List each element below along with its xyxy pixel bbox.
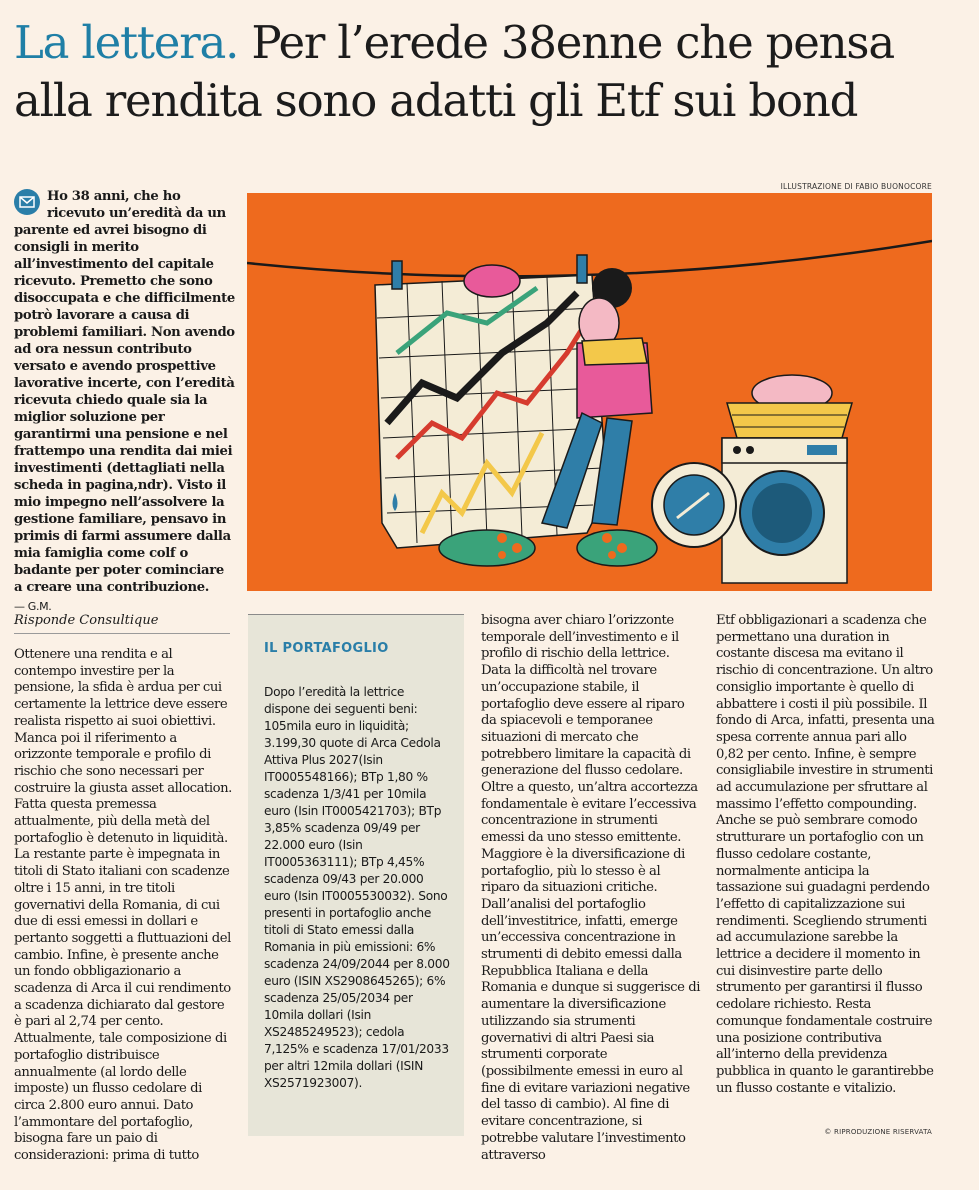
article-column-1: Ottenere una rendita e al contempo investire per la pensione, la sfida è ardua per cui certamente la lettrice deve essere realista rispetto ai suoi obiettivi. Manca poi il riferimento a orizzonte temporale e profilo di rischio che sono necessari per costruire la giusta asset allocation. Fatta questa premessa attualmente, più della metà del portafoglio è detenuto in liquidità. La restante parte è impegnata in titoli di Stato italiani con scadenze oltre i 15 anni, in tre titoli governativi della Romania, di cui due di essi emessi in dollari e pertanto soggetti a fluttuazioni del cambio. Infine, è presente anche un fondo obbligazionario a scadenza di Arca il cui rendimento a scadenza dichiarato dal gestore è pari al 2,74 per cento. Attualmente, tale composizione di portafoglio distribuisce annualmente (al lordo delle imposte) un flusso cedolare di circa 2.800 euro annui. Dato l’ammontare del portafoglio, bisogna fare un paio di considerazioni: prima di tutto [14,647,232,1164]
portfolio-title: IL PORTAFOGLIO [264,641,389,656]
article-column-4: Etf obbligazionari a scadenza che permettano una duration in costante discesa ma evitano il rischio di concentrazione. Un altro consiglio importante è quello di abbattere i costi il più possibile. Il fondo di Arca, infatti, presenta una spesa corrente annua pari allo 0,82 per cento. Infine, è sempre consigliabile investire in strumenti ad accumulazione per sfruttare al massimo l’effetto compounding. Anche se può sembrare comodo strutturare un portafoglio con un flusso cedolare costante, normalmente anticipa la tassazione sui guadagni perdendo l’effetto di capitalizzazione sui rendimenti. Scegliendo strumenti ad accumulazione sarebbe la lettrice a decidere il momento in cui disinvestire parte dello strumento per garantirsi il flusso cedolare richiesto. Resta comunque fondamentale costruire una posizione contributiva all’interno della previdenza pubblica in quanto le garantirebbe un flusso costante e vitalizio. [716,613,935,1096]
article-column-3: bisogna aver chiaro l’orizzonte temporale dell’investimento e il profilo di rischio della lettrice. Data la difficoltà nel trovare un’occupazione stabile, il portafoglio deve essere al riparo da spiacevoli e temporanee situazioni di mercato che potrebbero limitare la capacità di generazione del flusso cedolare. Oltre a questo, un’altra accortezza fondamentale è evitare l’eccessiva concentrazione in strumenti emessi da uno stesso emittente. Maggiore è la diversificazione di portafoglio, più lo stesso è al riparo da situazioni critiche. Dall’analisi del portafoglio dell’investitrice, infatti, emerge un’eccessiva concentrazione in strumenti di debito emessi dalla Repubblica Italiana e della Romania e dunque si suggerisce di aumentare la diversificazione utilizzando sia strumenti governativi di altri Paesi sia strumenti corporate (possibilmente emessi in euro al fine di evitare variazioni negative del tasso di cambio). Al fine di evitare concentrazione, si potrebbe valutare l’investimento attraverso [481,613,700,1163]
headline [14,14,964,130]
reader-letter [14,188,236,615]
headline-kicker: La lettera. [14,16,239,69]
headline-title: Per l’erede 38enne che pensa alla rendita sono adatti gli Etf sui bond [14,16,894,127]
laundry-chart-illustration [247,193,932,591]
portfolio-box [248,614,464,1136]
illustration-credit: ILLUSTRAZIONE DI FABIO BUONOCORE [780,182,932,191]
letter-text: Ho 38 anni, che ho ricevuto un’eredità da un parente ed avrei bisogno di consigli in merito all’investimento del capitale ricevuto. Premetto che sono disoccupata e che difficilmente potrò lavorare a causa di problemi familiari. Non avendo ad ora nessun contributo versato e avendo prospettive lavorative incerte, con l’eredità ricevuta chiedo quale sia la miglior soluzione per garantirmi una pensione e nel frattempo una rendita dai miei investimenti (dettagliati nella scheda in pagina,ndr). Visto il mio impegno nell’assolvere la gestione familiare, pensavo in primis di farmi assumere dalla mia famiglia come colf o badante per poter cominciare a creare una contribuzione. [14,189,235,595]
mail-icon [14,189,40,215]
letter-signature: — G.M. [14,600,52,613]
portfolio-body: Dopo l’eredità la lettrice dispone dei seguenti beni: 105mila euro in liquidità; 3.199,30 quote di Arca Cedola Attiva Plus 2027(Isin IT0005548166); BTp 1,80 % scadenza 1/3/41 per 10mila euro (Isin IT0005421703); BTp 3,85% scadenza 09/49 per 22.000 euro (Isin IT0005363111); BTp 4,45% scadenza 09/43 per 20.000 euro (Isin IT0005530032). Sono presenti in portafoglio anche titoli di Stato emessi dalla Romania in più emissioni: 6% scadenza 24/09/2044 per 8.000 euro (ISIN XS2908645265); 6% scadenza 25/05/2034 per 10mila dollari (Isin XS2485249523); cedola 7,125% e scadenza 17/01/2033 per altri 12mila dollari (ISIN XS2571923007). [264,685,450,1090]
copyright-note: © RIPRODUZIONE RISERVATA [824,1128,932,1136]
illustration [247,193,932,591]
byline: Risponde Consultique [14,613,230,634]
